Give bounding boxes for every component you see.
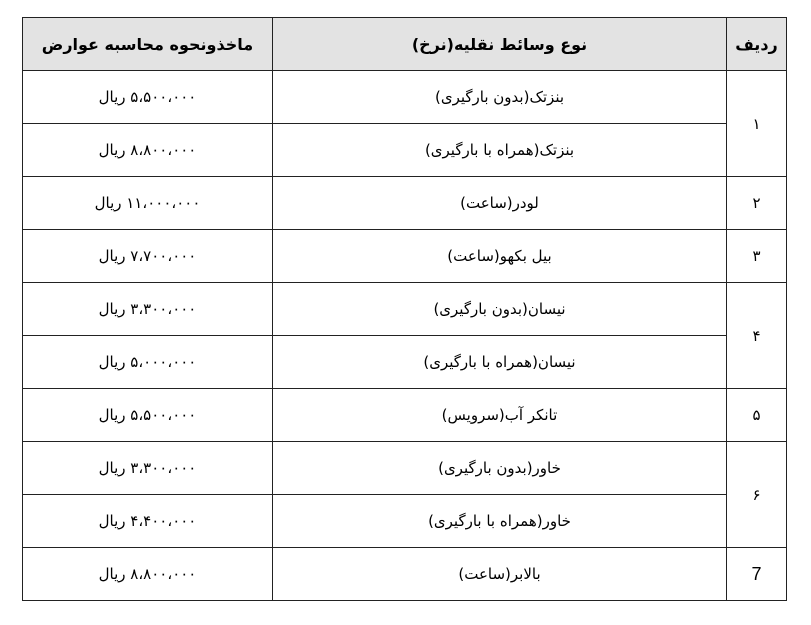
fee-cell: ۸،۸۰۰،۰۰۰ ریال [23,548,273,601]
table-row [23,283,787,336]
table-row [23,71,787,124]
fee-cell: ۱۱،۰۰۰،۰۰۰ ریال [23,177,273,230]
vehicle-type-cell: بنزتک(همراه با بارگیری) [273,124,727,177]
table-row [23,442,787,495]
header-fee: ماخذونحوه محاسبه عوارض [23,18,273,71]
fee-cell: ۷،۷۰۰،۰۰۰ ریال [23,230,273,283]
row-number: ۲ [727,177,787,230]
vehicle-type-cell: نیسان(بدون بارگیری) [273,283,727,336]
vehicle-type-cell: بنزتک(بدون بارگیری) [273,71,727,124]
table-row [23,124,787,177]
fee-cell: ۳،۳۰۰،۰۰۰ ریال [23,283,273,336]
row-number: ۴ [727,283,787,389]
fee-cell: ۵،۰۰۰،۰۰۰ ریال [23,336,273,389]
row-number: ۱ [727,71,787,177]
table-row [23,230,787,283]
vehicle-type-cell: خاور(بدون بارگیری) [273,442,727,495]
table-row [23,548,787,601]
fees-table [22,17,787,601]
fee-cell: ۸،۸۰۰،۰۰۰ ریال [23,124,273,177]
row-number: 7 [727,548,787,601]
vehicle-type-cell: خاور(همراه با بارگیری) [273,495,727,548]
header-row-number: ردیف [727,18,787,71]
vehicle-type-cell: نیسان(همراه با بارگیری) [273,336,727,389]
row-number: ۵ [727,389,787,442]
fee-cell: ۵،۵۰۰،۰۰۰ ریال [23,71,273,124]
fee-cell: ۴،۴۰۰،۰۰۰ ریال [23,495,273,548]
fee-cell: ۳،۳۰۰،۰۰۰ ریال [23,442,273,495]
row-number: ۶ [727,442,787,548]
header-row [23,18,787,71]
table-row [23,336,787,389]
vehicle-type-cell: بالابر(ساعت) [273,548,727,601]
vehicle-type-cell: لودر(ساعت) [273,177,727,230]
vehicle-type-cell: بیل بکهو(ساعت) [273,230,727,283]
table-row [23,177,787,230]
header-vehicle-type: نوع وسائط نقلیه(نرخ) [273,18,727,71]
table-row [23,389,787,442]
vehicle-type-cell: تانکر آب(سرویس) [273,389,727,442]
fee-cell: ۵،۵۰۰،۰۰۰ ریال [23,389,273,442]
table-row [23,495,787,548]
row-number: ۳ [727,230,787,283]
